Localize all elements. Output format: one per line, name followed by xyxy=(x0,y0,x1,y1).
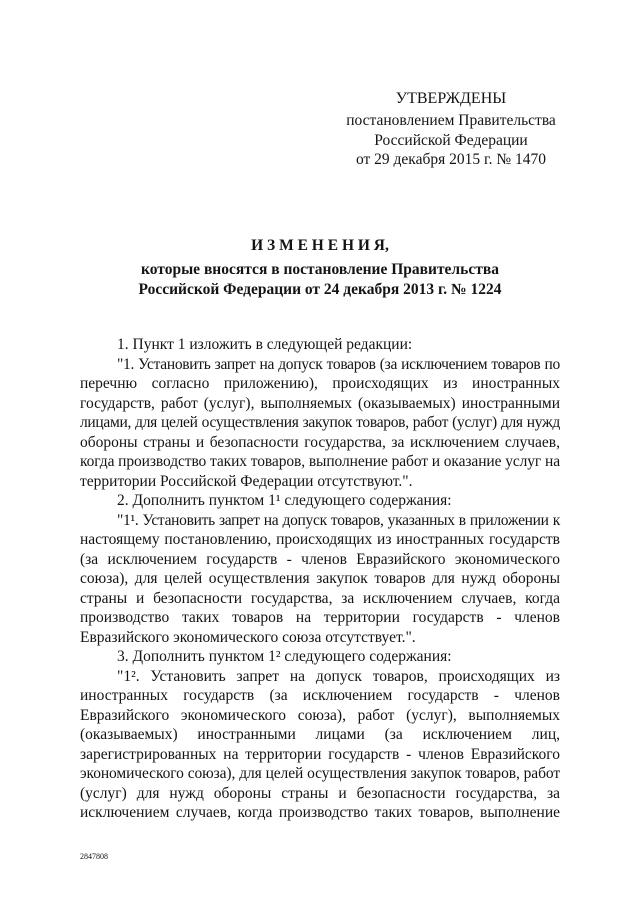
body-line: (за исключением государств - членов Евразийского экономического xyxy=(80,550,560,568)
body-line: перечню согласно приложению), происходящих из иностранных xyxy=(80,375,560,392)
body-line: 1. Пункт 1 изложить в следующей редакции: xyxy=(117,336,413,353)
approval-line: Российской Федерации xyxy=(374,131,528,149)
body-line: (оказываемых) иностранными лицами (за исключением лиц, xyxy=(80,726,560,743)
paragraph-1 xyxy=(80,335,560,355)
document-code: 2847808 xyxy=(80,852,108,861)
document-subtitle-line: Российской Федерации от 24 декабря 2013 г. № 1224 xyxy=(138,280,502,298)
body-line: экономического союза), для целей осуществления закупок товаров, работ xyxy=(80,765,560,782)
document-title: И З М Е Н Е Н И Я, xyxy=(251,237,389,254)
document-subtitle-line: которые вносятся в постановление Правительства xyxy=(141,261,499,278)
paragraph-6 xyxy=(80,667,560,823)
body-line: страны и безопасности государства, за исключением случаев, когда xyxy=(80,589,560,607)
body-line: "1¹. Установить запрет на допуск товаров, указанных в приложении к xyxy=(117,511,560,529)
document-subtitle xyxy=(0,260,640,299)
body-line: Евразийского экономического союза отсутствует.". xyxy=(80,628,416,646)
body-line: настоящему постановлению, происходящих из иностранных государств xyxy=(80,531,560,548)
document-body xyxy=(80,335,560,823)
body-line: производство таких товаров на территории государств - членов xyxy=(80,609,560,626)
approval-title: УТВЕРЖДЕНЫ xyxy=(395,90,507,107)
body-line: "1². Установить запрет на допуск товаров, происходящих из xyxy=(117,667,560,685)
body-line: (услуг) для нужд обороны страны и безопасности государства, за xyxy=(80,784,560,802)
body-line: союза), для целей осуществления закупок товаров для нужд обороны xyxy=(80,570,560,587)
body-line: территории Российской Федерации отсутствуют.". xyxy=(80,472,413,490)
body-line: иностранных государств (за исключением государств - членов xyxy=(80,687,560,704)
paragraph-2 xyxy=(80,355,560,492)
body-line: Евразийского экономического союза), работ (услуг), выполняемых xyxy=(80,706,560,724)
paragraph-3 xyxy=(80,491,560,511)
body-line: обороны страны и безопасности государства, за исключением случаев, xyxy=(80,433,560,451)
approval-block xyxy=(341,89,561,170)
approval-line: постановлением Правительства xyxy=(346,112,556,129)
body-line: зарегистрированных на территории государств - членов Евразийского xyxy=(80,745,560,763)
body-line: "1. Установить запрет на допуск товаров (за исключением товаров по xyxy=(117,355,560,373)
body-line: лицами, для целей осуществления закупок товаров, работ (услуг) для нужд xyxy=(80,414,560,431)
paragraph-4 xyxy=(80,511,560,648)
body-line: когда производство таких товаров, выполнение работ и оказание услуг на xyxy=(80,453,560,470)
body-line: 2. Дополнить пунктом 1¹ следующего содержания: xyxy=(117,492,452,509)
paragraph-5 xyxy=(80,647,560,667)
body-line: исключением случаев, когда производство таких товаров, выполнение xyxy=(80,804,560,821)
body-line: 3. Дополнить пунктом 1² следующего содержания: xyxy=(117,648,452,665)
body-line: государств, работ (услуг), выполняемых (оказываемых) иностранными xyxy=(80,394,560,412)
approval-line: от 29 декабря 2015 г. № 1470 xyxy=(355,151,547,169)
